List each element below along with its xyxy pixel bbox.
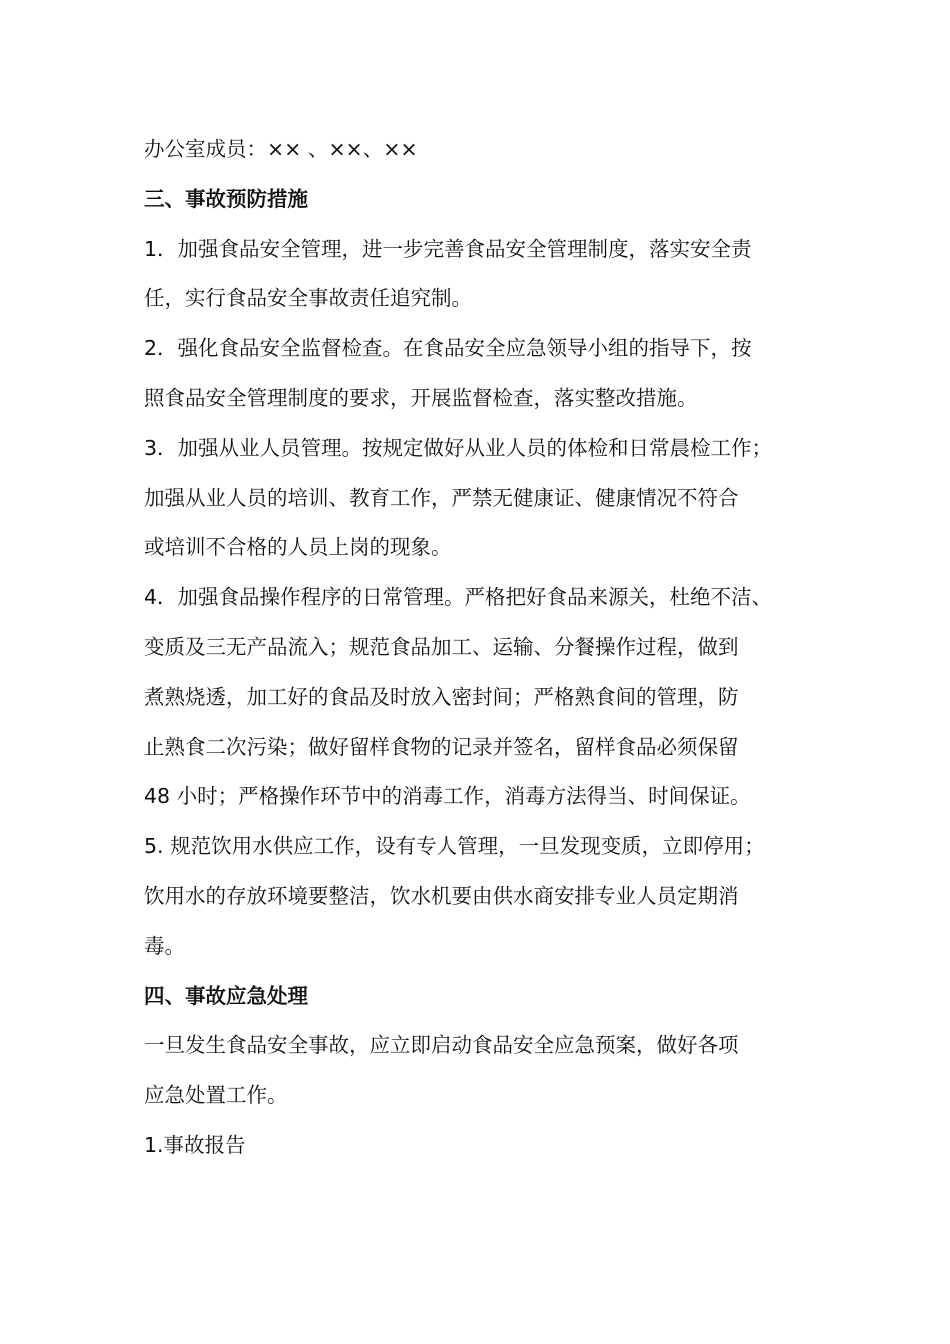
section-3-line: 饮用水的存放环境要整洁，饮水机要由供水商安排专业人员定期消	[144, 883, 739, 908]
section-3-line: 4．加强食品操作程序的日常管理。严格把好食品来源关，杜绝不洁、	[144, 585, 773, 610]
document-body	[144, 125, 834, 1171]
section-3-line: 加强从业人员的培训、教育工作，严禁无健康证、健康情况不符合	[144, 485, 739, 510]
section-3-line: 3．加强从业人员管理。按规定做好从业人员的体检和日常晨检工作；	[144, 435, 773, 460]
section-3-line: 2．强化食品安全监督检查。在食品安全应急领导小组的指导下，按	[144, 336, 752, 361]
office-members-line: 办公室成员：×× 、××、××	[144, 137, 418, 161]
section-4-heading: 四、事故应急处理	[144, 983, 308, 1008]
section-3-line: 任，实行食品安全事故责任追究制。	[144, 286, 472, 311]
section-3-line: 48 小时；严格操作环节中的消毒工作，消毒方法得当、时间保证。	[144, 784, 751, 809]
section-3-line: 煮熟烧透，加工好的食品及时放入密封间；严格熟食间的管理，防	[144, 684, 739, 709]
section-3-line: 变质及三无产品流入；规范食品加工、运输、分餐操作过程，做到	[144, 634, 739, 659]
section-3-heading: 三、事故预防措施	[144, 186, 308, 211]
section-3-line: 止熟食二次污染；做好留样食物的记录并签名，留样食品必须保留	[144, 734, 739, 759]
section-4-line: 一旦发生食品安全事故，应立即启动食品安全应急预案，做好各项	[144, 1033, 739, 1058]
section-4-line: 1.事故报告	[144, 1132, 246, 1157]
section-3-line: 毒。	[144, 933, 185, 958]
section-4-line: 应急处置工作。	[144, 1083, 288, 1108]
section-3-line: 5. 规范饮用水供应工作，设有专人管理，一旦发现变质，立即停用；	[144, 834, 765, 859]
section-3-line: 或培训不合格的人员上岗的现象。	[144, 535, 452, 560]
section-3-line: 照食品安全管理制度的要求，开展监督检查，落实整改措施。	[144, 385, 698, 410]
section-3-line: 1．加强食品安全管理，进一步完善食品安全管理制度，落实安全责	[144, 236, 752, 261]
